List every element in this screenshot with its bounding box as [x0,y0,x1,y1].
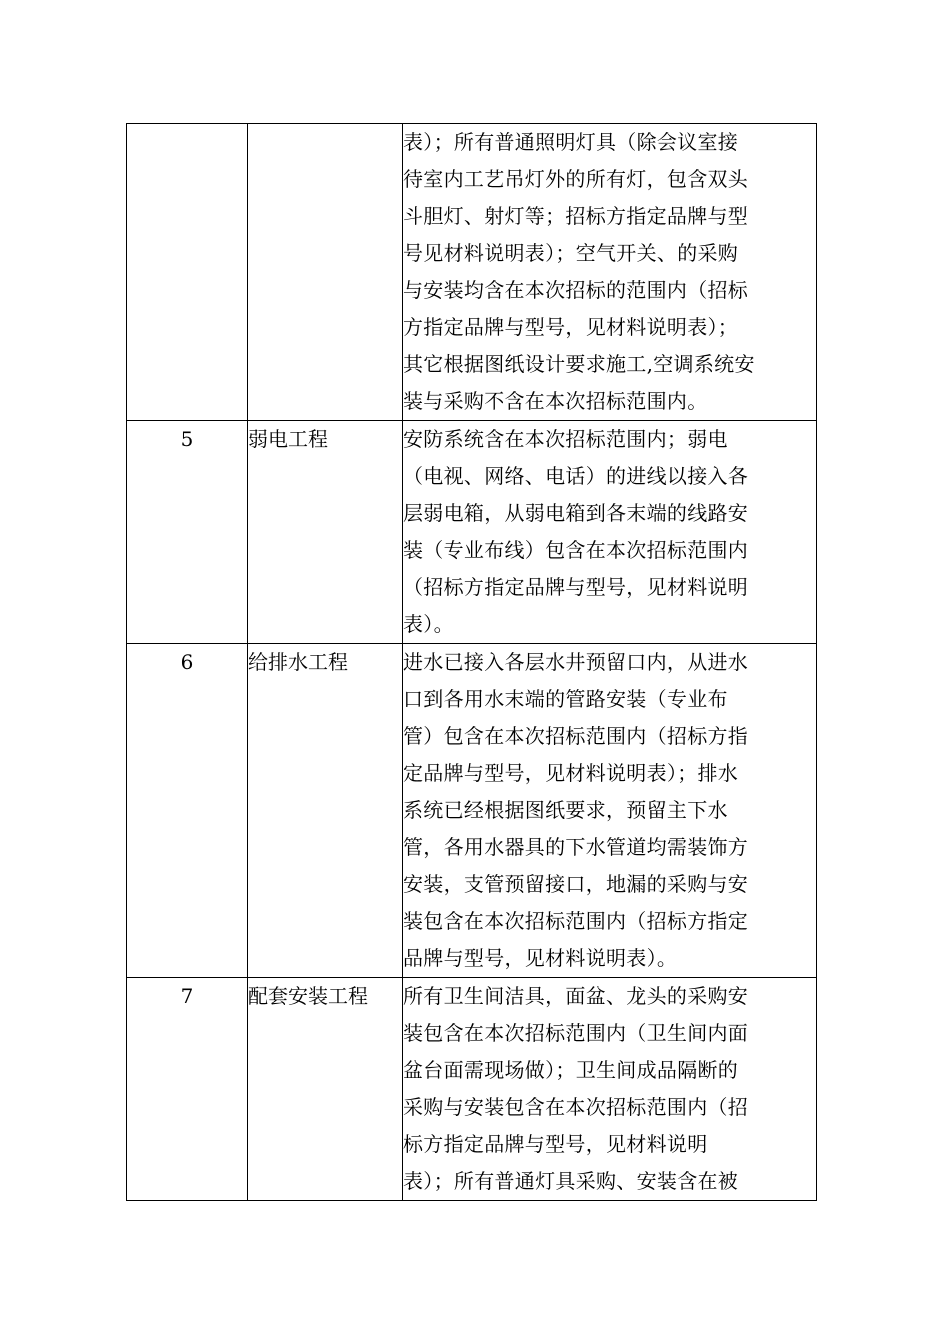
description-line: 装（专业布线）包含在本次招标范围内 [403,538,749,562]
description-line: 标方指定品牌与型号，见材料说明 [403,1132,708,1156]
description-line: 安装，支管预留接口，地漏的采购与安 [403,872,749,896]
description-line: 方指定品牌与型号，见材料说明表）； [403,315,739,339]
row-number: 5 [127,421,248,644]
description-line: 表）；所有普通灯具采购、安装含在被 [403,1169,739,1193]
table-row [127,978,817,1201]
row-item-name [248,124,403,421]
description-line: 斗胆灯、射灯等；招标方指定品牌与型 [403,204,749,228]
description-line: 待室内工艺吊灯外的所有灯，包含双头 [403,167,749,191]
description-line: 表）。 [403,612,454,636]
table-row [127,124,817,421]
description-line: （招标方指定品牌与型号，见材料说明 [403,575,749,599]
description-line: 号见材料说明表）；空气开关、的采购 [403,241,739,265]
description-line: 与安装均含在本次招标的范围内（招标 [403,278,749,302]
description-line: （电视、网络、电话）的进线以接入各 [403,464,749,488]
row-item-name: 弱电工程 [248,421,403,644]
table-row [127,421,817,644]
description-line: 其它根据图纸设计要求施工,空调系统安 [403,352,755,376]
description-line: 盆台面需现场做）；卫生间成品隔断的 [403,1058,739,1082]
description-line: 采购与安装包含在本次招标范围内（招 [403,1095,749,1119]
row-number [127,124,248,421]
description-line: 装与采购不含在本次招标范围内。 [403,389,708,413]
row-number: 6 [127,644,248,978]
scope-table [126,123,817,1201]
description-line: 品牌与型号，见材料说明表）。 [403,946,678,970]
row-description [403,978,817,1201]
description-line: 装包含在本次招标范围内（招标方指定 [403,909,749,933]
row-item-name: 配套安装工程 [248,978,403,1201]
row-description [403,124,817,421]
row-description [403,421,817,644]
table-row [127,644,817,978]
description-line: 安防系统含在本次招标范围内；弱电 [403,427,728,451]
description-line: 管，各用水器具的下水管道均需装饰方 [403,835,749,859]
row-description [403,644,817,978]
description-line: 表）；所有普通照明灯具（除会议室接 [403,130,739,154]
row-item-name: 给排水工程 [248,644,403,978]
description-line: 管）包含在本次招标范围内（招标方指 [403,724,749,748]
description-line: 系统已经根据图纸要求，预留主下水 [403,798,728,822]
description-line: 进水已接入各层水井预留口内，从进水 [403,650,749,674]
description-line: 口到各用水末端的管路安装（专业布 [403,687,728,711]
description-line: 装包含在本次招标范围内（卫生间内面 [403,1021,749,1045]
description-line: 定品牌与型号，见材料说明表）；排水 [403,761,739,785]
description-line: 层弱电箱，从弱电箱到各末端的线路安 [403,501,749,525]
row-number: 7 [127,978,248,1201]
description-line: 所有卫生间洁具，面盆、龙头的采购安 [403,984,749,1008]
